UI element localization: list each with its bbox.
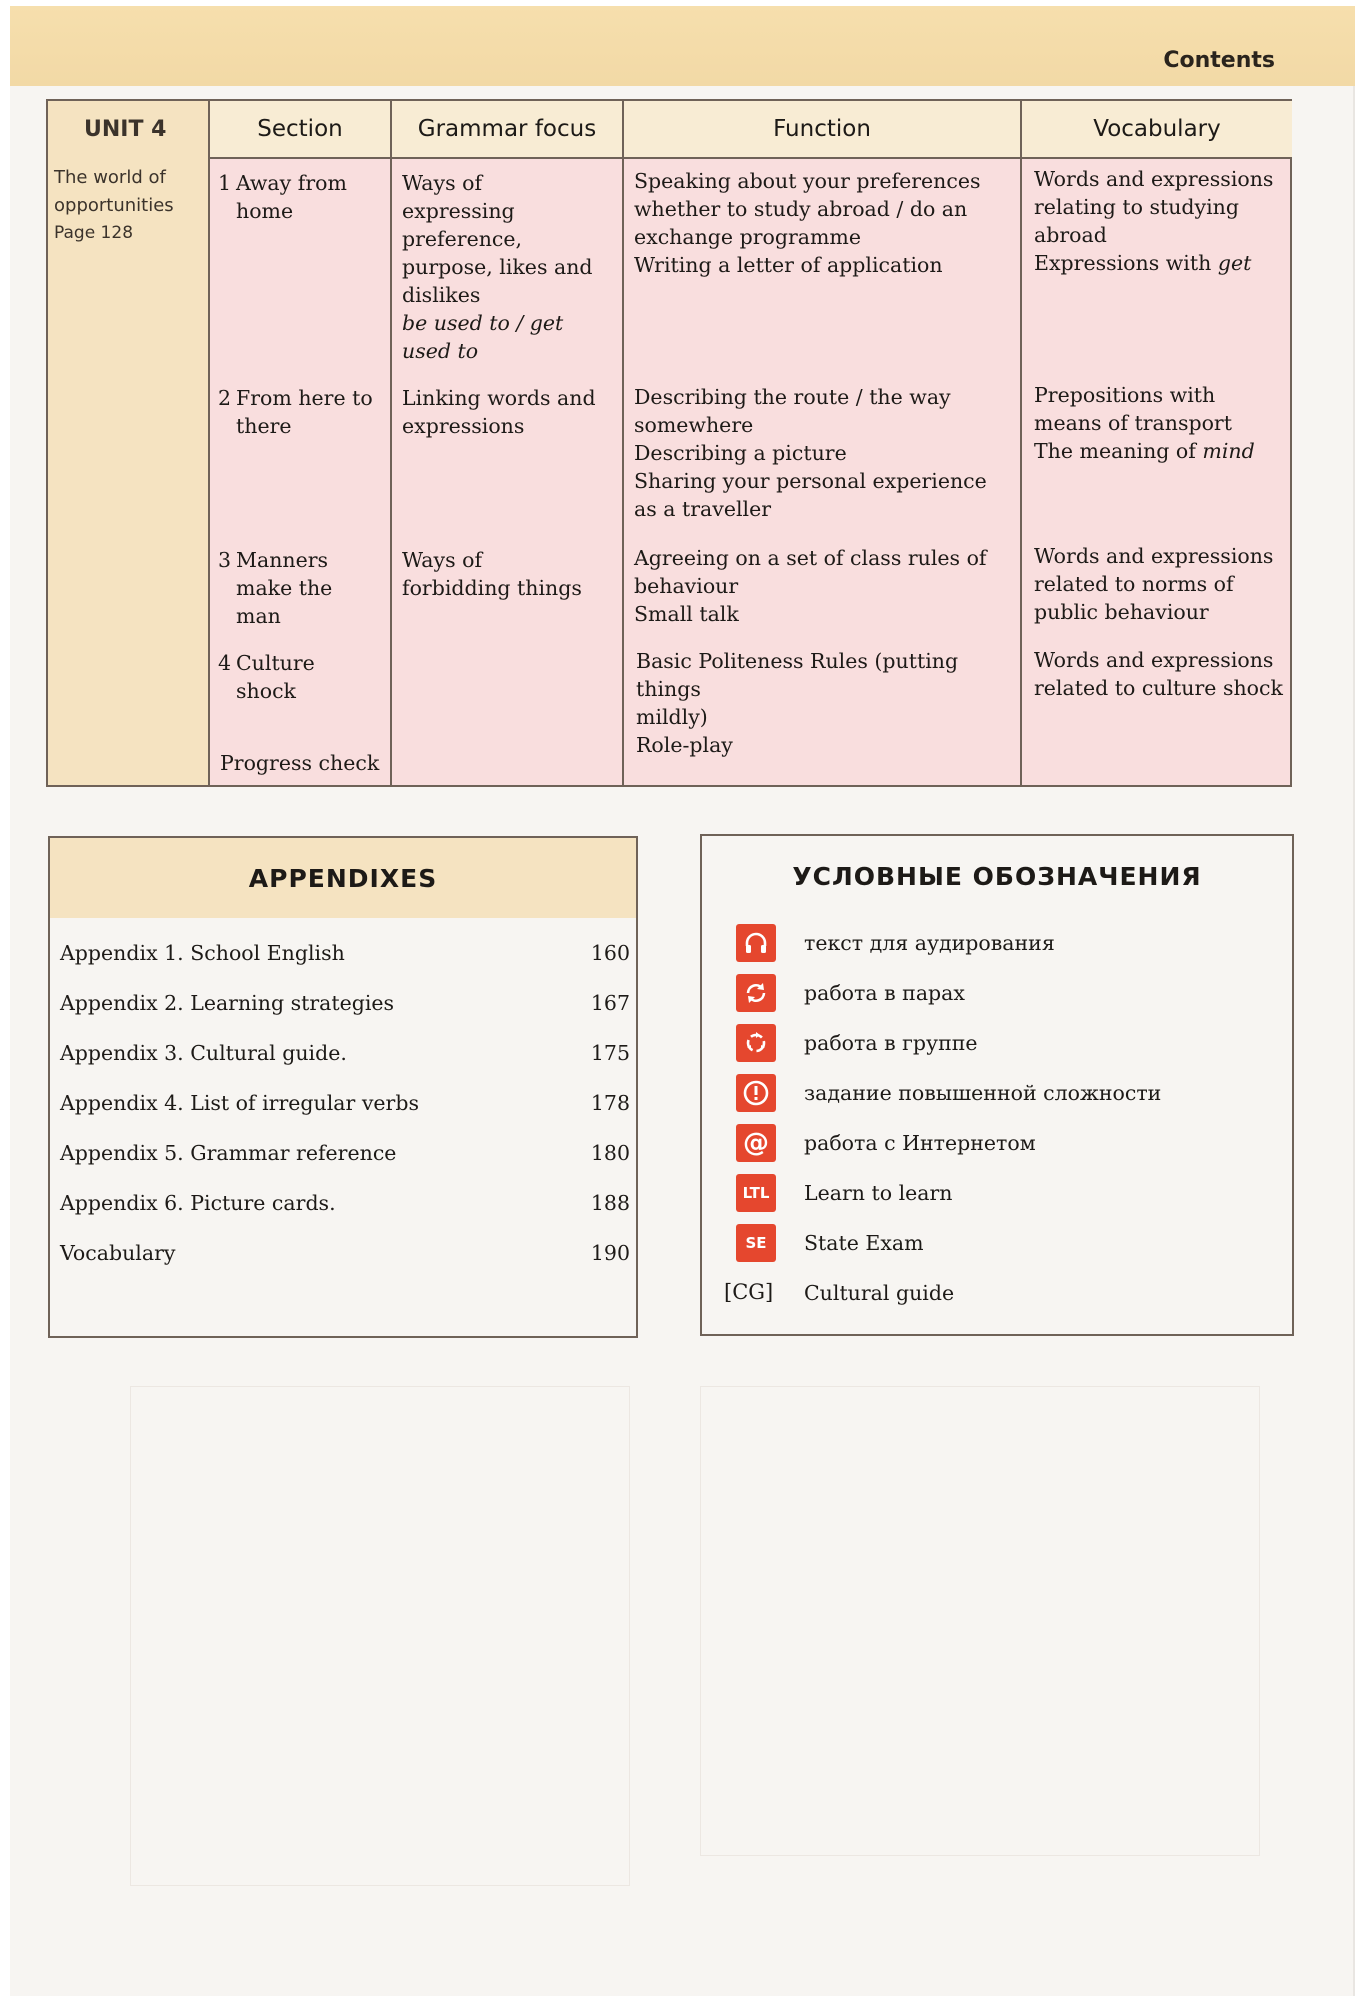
function-line: as a traveller (634, 497, 772, 521)
vocabulary-line: Words and expressions (1034, 167, 1274, 191)
appendix-page: 188 (590, 1191, 630, 1215)
appendix-label: Appendix 5. Grammar reference (60, 1141, 397, 1165)
legend-box (700, 834, 1294, 1336)
section-cell (218, 169, 388, 225)
unit-column (48, 101, 210, 785)
appendix-label: Vocabulary (60, 1241, 176, 1265)
function-cell (634, 383, 1018, 523)
section-title-line: Culture (236, 651, 315, 675)
unit-name-line: The world of (54, 167, 166, 188)
section-number: 3 (218, 548, 232, 572)
appendix-page: 175 (590, 1041, 630, 1065)
section-title (218, 169, 388, 225)
appendix-label: Appendix 3. Cultural guide. (60, 1041, 347, 1065)
legend-text: работа с Интернетом (804, 1131, 1036, 1155)
appendix-item[interactable] (60, 1138, 630, 1168)
vocabulary-line: Words and expressions (1034, 648, 1274, 672)
vocabulary-line (1034, 437, 1288, 465)
appendixes-box (48, 836, 638, 1338)
grammar-line: expressions (402, 414, 525, 438)
section-title (218, 546, 388, 630)
unit-name-line: opportunities (54, 195, 174, 216)
grammar-line: expressing (402, 199, 515, 223)
table-header (210, 101, 1292, 159)
legend-item (712, 1074, 1282, 1114)
grammar-line: dislikes (402, 283, 481, 307)
vocabulary-cell (1034, 646, 1288, 702)
header-function: Function (773, 116, 871, 142)
grammar-line: Ways of (402, 548, 483, 572)
top-banner (10, 6, 1355, 86)
function-line: Small talk (634, 602, 739, 626)
ltl-icon (736, 1174, 776, 1212)
vocabulary-text: Expressions with (1034, 251, 1218, 275)
unit-name (54, 164, 206, 220)
appendix-item[interactable] (60, 1088, 630, 1118)
grammar-line: purpose, likes and (402, 255, 593, 279)
appendix-page: 180 (590, 1141, 630, 1165)
legend-item (712, 1274, 1282, 1314)
section-title (218, 384, 388, 440)
section-title (218, 649, 388, 705)
legend-item (712, 1024, 1282, 1064)
section-number: 4 (218, 651, 232, 675)
group-work-icon (736, 1024, 776, 1062)
legend-text: текст для аудирования (804, 931, 1055, 955)
column-divider (390, 101, 392, 785)
header-grammar-focus: Grammar focus (417, 116, 597, 142)
legend-item (712, 1124, 1282, 1164)
se-icon (736, 1224, 776, 1262)
section-cell (218, 649, 388, 705)
function-cell (634, 544, 1018, 628)
function-cell (636, 647, 1020, 759)
function-line: Sharing your personal experience (634, 469, 987, 493)
se-abbr: SE (745, 1234, 767, 1252)
legend-item (712, 974, 1282, 1014)
legend-text: Cultural guide (804, 1281, 955, 1305)
vocabulary-line (1034, 249, 1288, 277)
unit-title: UNIT 4 (84, 117, 167, 142)
legend-item (712, 924, 1282, 964)
vocabulary-line: relating to studying (1034, 195, 1239, 219)
section-title-line: there (236, 414, 292, 438)
section-title-line: home (236, 199, 294, 223)
headphones-icon (736, 924, 776, 962)
cultural-guide-tag: [CG] (724, 1280, 774, 1304)
grammar-cell (402, 546, 618, 602)
ltl-abbr: LTL (742, 1184, 770, 1202)
appendix-item[interactable] (60, 1038, 630, 1068)
appendix-label: Appendix 6. Picture cards. (60, 1191, 336, 1215)
vocabulary-line: public behaviour (1034, 600, 1209, 624)
grammar-line: Ways of (402, 171, 483, 195)
unit-contents-table (46, 99, 1292, 787)
legend-text: State Exam (804, 1231, 924, 1255)
appendixes-title: APPENDIXES (248, 864, 438, 893)
vocabulary-italic: get (1217, 251, 1252, 275)
appendix-item[interactable] (60, 988, 630, 1018)
section-title-line: From here to (236, 386, 373, 410)
section-title-line: shock (236, 679, 296, 703)
function-line: Writing a letter of application (634, 253, 943, 277)
legend-item (712, 1174, 1282, 1214)
vocabulary-line: related to norms of (1034, 572, 1234, 596)
legend-text: задание повышенной сложности (804, 1081, 1162, 1105)
section-cell (218, 384, 388, 440)
appendix-page: 160 (590, 941, 630, 965)
appendix-label: Appendix 1. School English (60, 941, 345, 965)
function-line: exchange programme (634, 225, 861, 249)
vocabulary-cell (1034, 542, 1288, 626)
function-line: Describing the route / the way (634, 385, 951, 409)
section-number: 1 (218, 171, 232, 195)
header-vocabulary: Vocabulary (1093, 116, 1221, 142)
grammar-cell (402, 384, 618, 440)
function-line: somewhere (634, 413, 754, 437)
section-title-line: Manners (236, 548, 329, 572)
page-header-label: Contents (1163, 48, 1275, 73)
appendix-label: Appendix 4. List of irregular verbs (60, 1091, 419, 1115)
legend-text: работа в группе (804, 1031, 978, 1055)
legend-text: Learn to learn (804, 1181, 953, 1205)
column-divider (622, 101, 624, 785)
function-line: mildly) (636, 705, 708, 729)
vocabulary-cell (1034, 381, 1288, 465)
function-line: Describing a picture (634, 441, 847, 465)
vocabulary-cell (1034, 165, 1288, 277)
vocabulary-line: means of transport (1034, 411, 1232, 435)
appendix-item[interactable] (60, 1188, 630, 1218)
appendix-label: Appendix 2. Learning strategies (60, 991, 395, 1015)
header-section: Section (257, 116, 343, 142)
function-line: Speaking about your preferences (634, 169, 981, 193)
section-title-line: make the (236, 576, 333, 600)
appendix-page: 190 (590, 1241, 630, 1265)
section-title-line: man (236, 604, 281, 628)
legend-text: работа в парах (804, 981, 965, 1005)
grammar-italic-line: used to (402, 339, 479, 363)
progress-check: Progress check (220, 751, 380, 775)
appendix-item[interactable] (60, 938, 630, 968)
function-line: behaviour (634, 574, 739, 598)
appendix-page: 167 (590, 991, 630, 1015)
function-line: Agreeing on a set of class rules of (634, 546, 987, 570)
page-sheet (10, 6, 1355, 1996)
appendixes-header (50, 838, 636, 918)
section-cell (218, 546, 388, 630)
grammar-line: Linking words and (402, 386, 596, 410)
legend-item (712, 1224, 1282, 1264)
vocabulary-text: The meaning of (1034, 439, 1203, 463)
exclamation-icon (736, 1074, 776, 1112)
at-sign-icon: @ (736, 1124, 776, 1162)
vocabulary-line: related to culture shock (1034, 676, 1283, 700)
vocabulary-line: Prepositions with (1034, 383, 1216, 407)
unit-page: Page 128 (54, 223, 134, 243)
vocabulary-line: Words and expressions (1034, 544, 1274, 568)
function-cell (634, 167, 1018, 279)
function-line: Basic Politeness Rules (putting things (636, 649, 959, 701)
section-number: 2 (218, 386, 232, 410)
legend-title: УСЛОВНЫЕ ОБОЗНАЧЕНИЯ (792, 862, 1202, 891)
grammar-line: preference, (402, 227, 523, 251)
function-line: Role-play (636, 733, 733, 757)
grammar-line: forbidding things (402, 576, 582, 600)
appendix-item[interactable] (60, 1238, 630, 1268)
section-title-line: Away from (236, 171, 347, 195)
function-line: whether to study abroad / do an (634, 197, 968, 221)
grammar-cell (402, 169, 618, 365)
column-divider (1020, 101, 1022, 785)
vocabulary-italic: mind (1202, 439, 1255, 463)
appendix-page: 178 (590, 1091, 630, 1115)
pair-work-icon (736, 974, 776, 1012)
grammar-italic-line: be used to / get (402, 311, 564, 335)
vocabulary-line: abroad (1034, 223, 1107, 247)
